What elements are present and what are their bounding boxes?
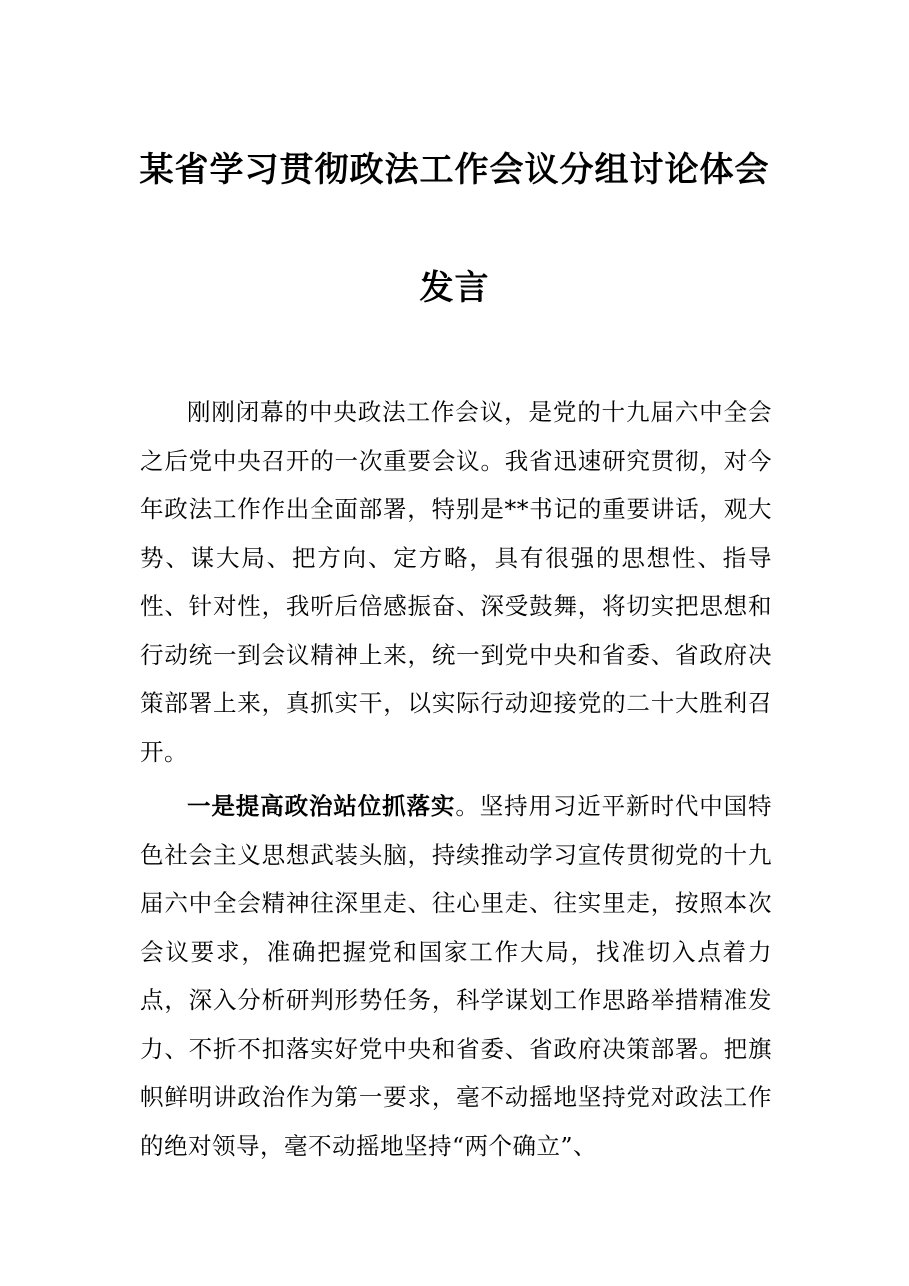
paragraph-intro: [140, 388, 772, 776]
paragraph-point-one: [140, 782, 772, 1170]
paragraph-text: 刚刚闭幕的中央政法工作会议，是党的十九届六中全会之后党中央召开的一次重要会议。我省迅速研究贯彻，对今年政法工作作出全面部署，特别是**书记的重要讲话，观大势、谋大局、把方向、定方略，具有很强的思想性、指导性、针对性，我听后倍感振奋、深受鼓舞，将切实把思想和行动统一到会议精神上来，统一到党中央和省委、省政府决策部署上来，真抓实干，以实际行动迎接党的二十大胜利召开。: [140, 398, 772, 766]
document-title-continued: 发言: [419, 268, 490, 308]
paragraph-text: 。坚持用习近平新时代中国特色社会主义思想武装头脑，持续推动学习宣传贯彻党的十九届六中全会精神往深里走、往心里走、往实里走，按照本次会议要求，准确把握党和国家工作大局，找准切入点着力点，深入分析研判形势任务，科学谋划工作思路举措精准发力、不折不扣落实好党中央和省委、省政府决策部署。把旗帜鲜明讲政治作为第一要求，毫不动摇地坚持党对政法工作的绝对领导，毫不动摇地坚持“两个确立”、: [140, 792, 773, 1160]
document-title: 某省学习贯彻政法工作会议分组讨论体会: [139, 150, 770, 190]
paragraph-lead: 一是提高政治站位抓落实: [187, 792, 456, 820]
